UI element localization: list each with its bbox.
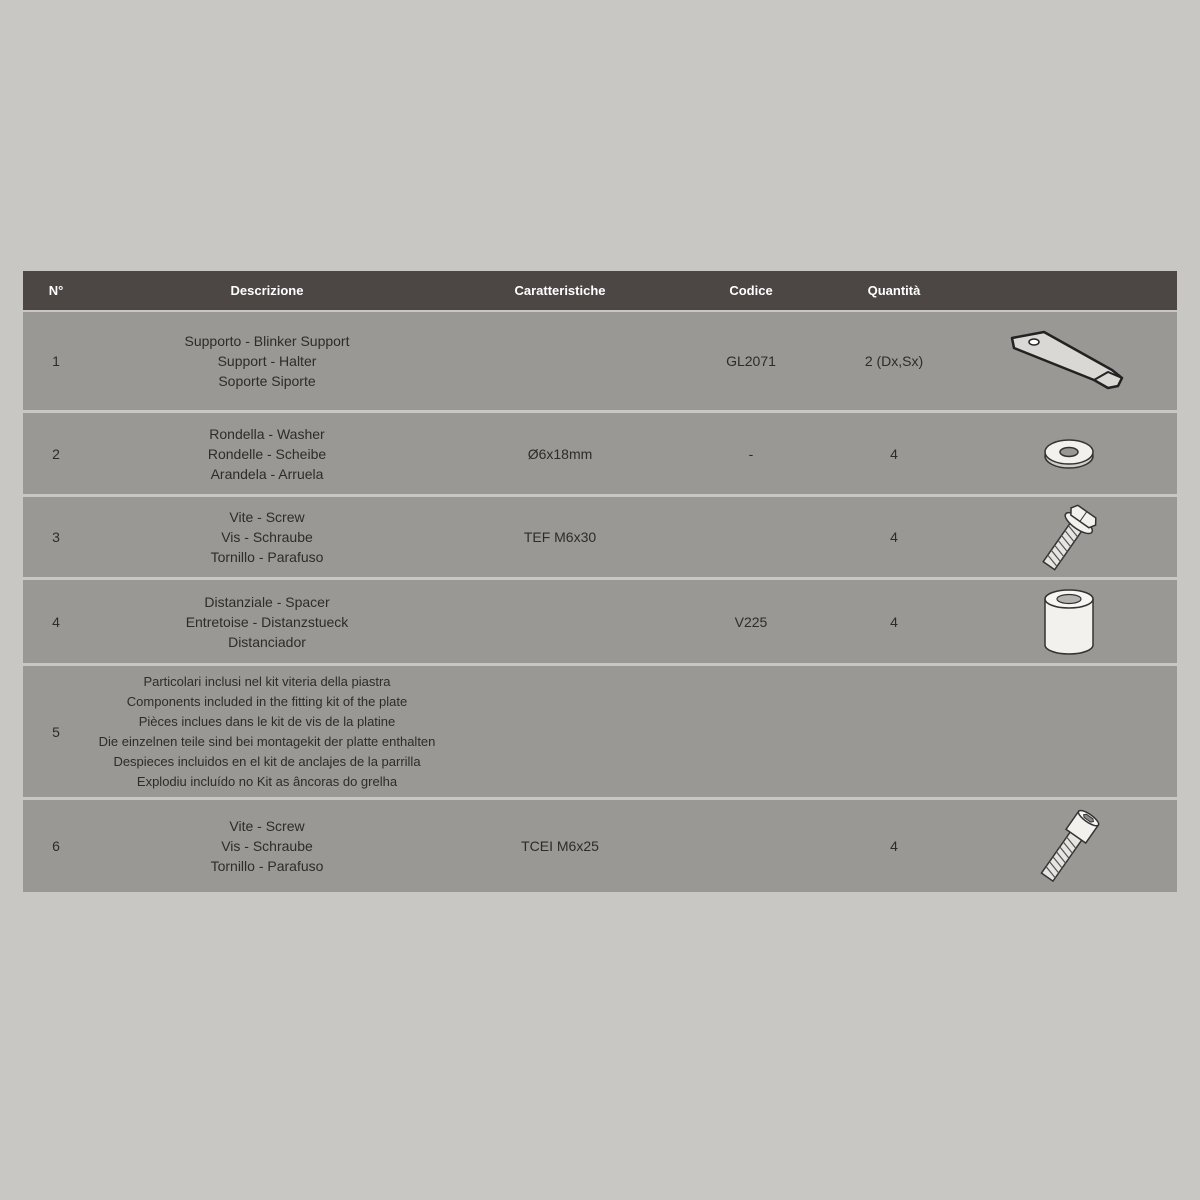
table-row — [23, 413, 1177, 494]
header-code: Codice — [729, 283, 773, 298]
row-quantity: 4 — [890, 838, 898, 854]
desc-line: Explodiu incluído no Kit as âncoras do grelha — [136, 773, 398, 789]
desc-line: Pièces inclues dans le kit de vis de la platine — [138, 713, 396, 729]
desc-line: Die einzelnen teile sind bei montagekit der platte enthalten — [98, 733, 436, 749]
row-number: 6 — [52, 838, 60, 854]
table-row — [23, 312, 1177, 410]
header-description: Descrizione — [230, 283, 304, 298]
parts-table — [23, 271, 1177, 895]
row-code: V225 — [734, 613, 768, 630]
row-description — [89, 672, 445, 792]
desc-line: Rondelle - Scheibe — [207, 445, 327, 462]
desc-line: Vis - Schraube — [221, 838, 313, 854]
row-code: - — [748, 445, 754, 462]
row-number: 1 — [52, 353, 60, 369]
row-description — [89, 424, 445, 484]
desc-line: Distanciador — [228, 633, 306, 650]
row-description — [89, 816, 445, 876]
header-number: N° — [48, 283, 64, 298]
desc-line: Supporto - Blinker Support — [184, 333, 350, 349]
row-code: GL2071 — [726, 353, 776, 369]
row-number: 3 — [52, 529, 60, 545]
desc-line: Support - Halter — [217, 353, 317, 369]
flange-screw-icon — [961, 500, 1177, 574]
table-row — [23, 497, 1177, 577]
row-features: TCEI M6x25 — [521, 838, 599, 854]
row-quantity: 4 — [890, 529, 898, 545]
desc-line: Components included in the fitting kit of the plate — [126, 693, 408, 709]
desc-line: Despieces incluidos en el kit de anclajes de la parrilla — [113, 753, 421, 769]
row-number: 5 — [52, 723, 60, 740]
row-description — [89, 592, 445, 652]
table-header — [23, 271, 1177, 310]
spacer-icon — [961, 587, 1177, 657]
header-features: Caratteristiche — [514, 283, 606, 298]
row-quantity: 2 (Dx,Sx) — [864, 353, 924, 369]
table-row — [23, 666, 1177, 797]
table-row — [23, 800, 1177, 892]
socket-screw-icon — [961, 806, 1177, 886]
desc-line: Entretoise - Distanzstueck — [185, 613, 349, 630]
row-description — [89, 331, 445, 391]
row-quantity: 4 — [890, 445, 898, 462]
row-features: Ø6x18mm — [527, 445, 593, 462]
row-number: 2 — [52, 445, 60, 462]
desc-line: Vite - Screw — [229, 509, 305, 525]
row-quantity: 4 — [890, 613, 898, 630]
desc-line: Tornillo - Parafuso — [210, 549, 324, 565]
row-number: 4 — [52, 613, 60, 630]
table-row — [23, 580, 1177, 663]
desc-line: Tornillo - Parafuso — [210, 858, 324, 874]
washer-icon — [961, 436, 1177, 472]
desc-line: Vis - Schraube — [221, 529, 313, 545]
desc-line: Vite - Screw — [229, 818, 305, 834]
row-features: TEF M6x30 — [523, 529, 597, 545]
desc-line: Soporte Siporte — [218, 373, 316, 389]
header-quantity: Quantità — [867, 283, 921, 298]
bracket-icon — [961, 326, 1177, 396]
desc-line: Rondella - Washer — [209, 425, 325, 442]
desc-line: Arandela - Arruela — [210, 465, 324, 482]
desc-line: Particolari inclusi nel kit viteria della piastra — [143, 673, 391, 689]
desc-line: Distanziale - Spacer — [204, 593, 330, 610]
row-description — [89, 507, 445, 567]
